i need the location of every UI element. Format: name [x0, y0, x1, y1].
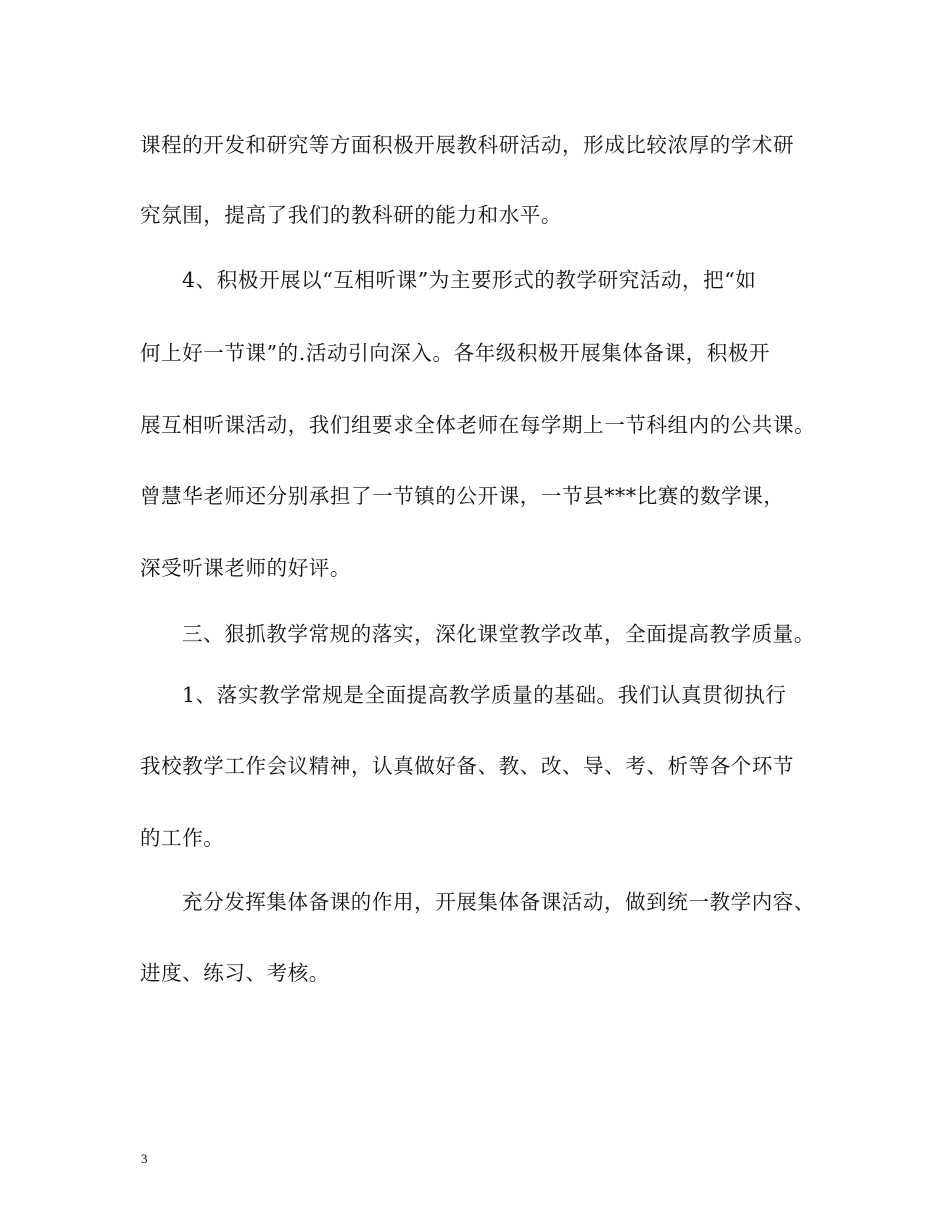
text-line: 课程的开发和研究等方面积极开展教科研活动，形成比较浓厚的学术研	[140, 133, 795, 157]
text-line: 的工作。	[140, 826, 225, 850]
text-line: 我校教学工作会议精神，认真做好备、教、改、导、考、析等各个环节	[140, 754, 795, 778]
paragraph-start-line: 1、落实教学常规是全面提高教学质量的基础。我们认真贯彻执行	[182, 683, 787, 707]
text-line: 深受听课老师的好评。	[140, 556, 351, 580]
text-line: 展互相听课活动，我们组要求全体老师在每学期上一节科组内的公共课。	[140, 413, 816, 437]
text-line: 究氛围，提高了我们的教科研的能力和水平。	[140, 203, 562, 227]
text-line: 何上好一节课”的.活动引向深入。各年级积极开展集体备课，积极开	[140, 341, 771, 365]
text-line: 进度、练习、考核。	[140, 961, 330, 985]
paragraph-start-line: 充分发挥集体备课的作用，开展集体备课活动，做到统一教学内容、	[182, 890, 815, 914]
section-heading-line: 三、狠抓教学常规的落实，深化课堂教学改革，全面提高教学质量。	[182, 622, 815, 646]
paragraph-start-line: 4、积极开展以“互相听课”为主要形式的教学研究活动，把“如	[182, 268, 757, 292]
page-number: 3	[141, 1151, 148, 1166]
text-line: 曾慧华老师还分别承担了一节镇的公开课，一节县***比赛的数学课，	[140, 484, 785, 508]
